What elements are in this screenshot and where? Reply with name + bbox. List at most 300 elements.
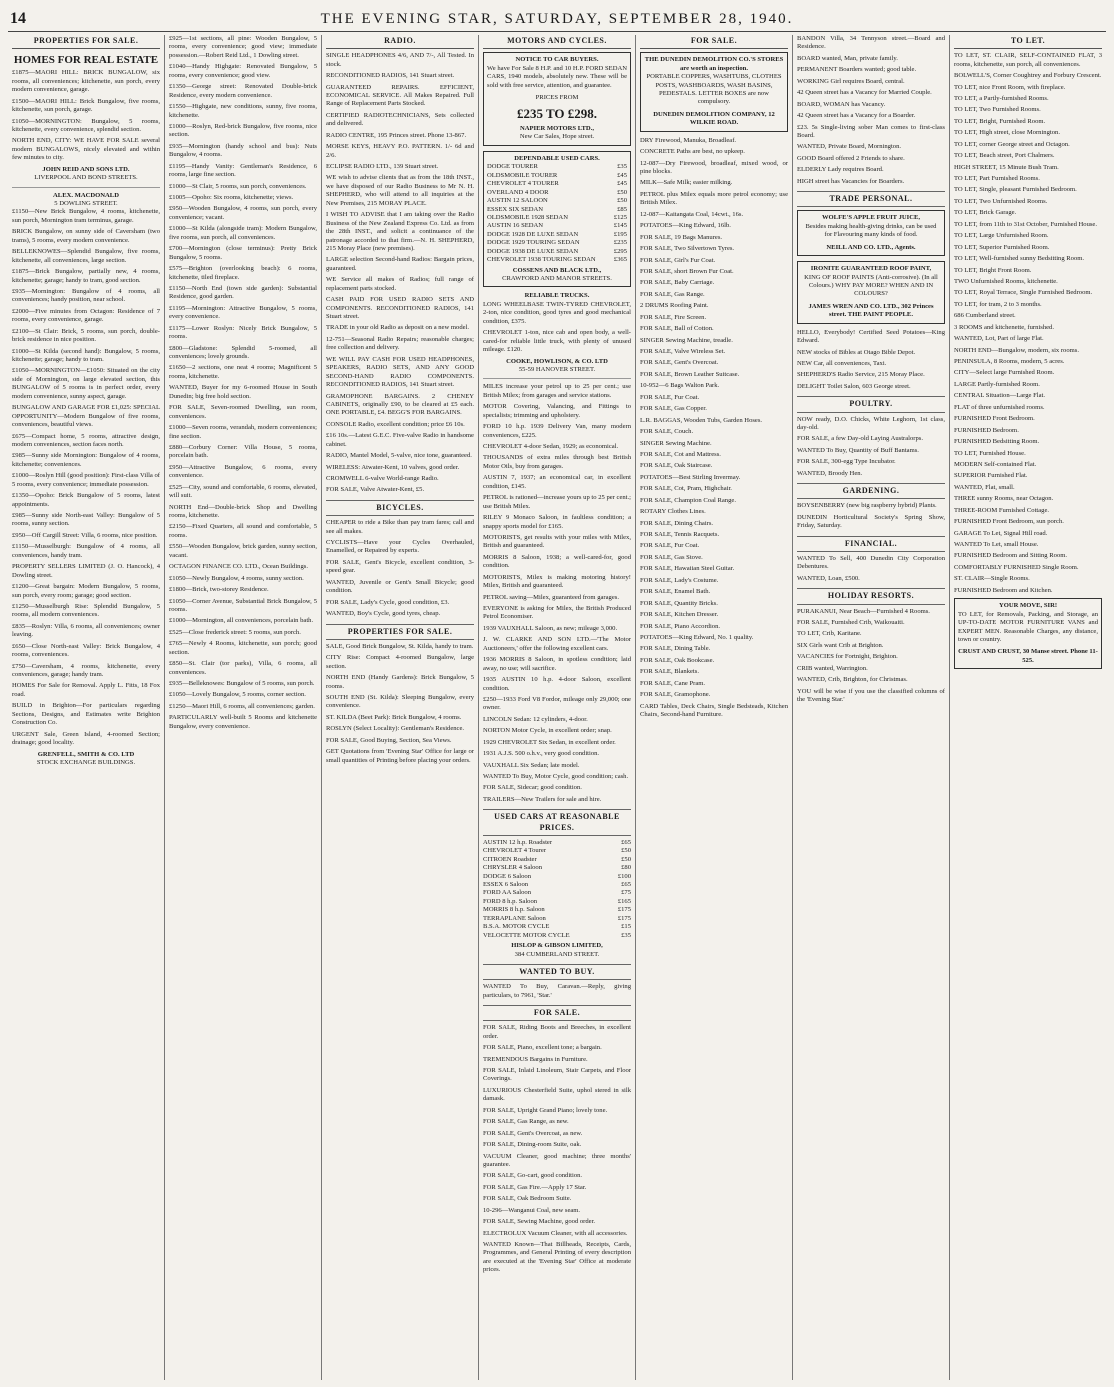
item-name: AUSTIN 12 h.p. Roadster [483,838,553,846]
classified-ad: £1050—MORNINGTON: Bungalow, 5 rooms, kitchenette, every convenience, splendid section. [12,117,160,133]
classified-ad: POTATOES—Best Stirling Invermay. [640,473,741,481]
classified-ad: £800—Gladstone: Splendid 5-roomed, all conveniences; lovely grounds. [169,344,317,360]
classified-ad: TO LET, High street, close Mornington. [954,129,1060,137]
classified-ad: FOR SALE, Brown Leather Suitcase. [640,370,740,378]
dealer-address: 55-59 HANOVER STREET. [518,365,596,373]
classified-ad: FOR SALE, Dining Chairs. [640,519,714,527]
column-7 [950,35,1106,1380]
classified-ad: FOR SALE, Lady's Cycle, good condition, £3. [326,598,450,606]
ads-list [483,301,631,355]
classified-ad: FORD 10 h.p. 1939 Delivery Van, many modern conveniences, £225. [483,423,631,439]
used-cars-heading: DEPENDABLE USED CARS. [514,154,600,162]
classified-ad: FOR SALE, Furnished Crib, Waikouaiti. [797,618,905,626]
dealer-name: COOKE, HOWLISON, & CO. LTD [506,357,608,365]
section-heading-properties: PROPERTIES FOR SALE. [12,35,160,49]
classified-ad: LONG WHEELBASE TWIN-TYRED CHEVROLET, 2-ton, nice condition, good tyres and good mechanical condition, £375. [483,300,631,325]
newspaper-title: THE EVENING STAR, SATURDAY, SEPTEMBER 28, 1940. [320,11,794,27]
item-name: VELOCETTE MOTOR CYCLE [483,931,570,939]
column-4 [479,35,636,1380]
classified-ad: FOR SALE, Quantity Bricks. [640,599,718,607]
classified-ad: £550—Wooden Bungalow, brick garden, sunny section, vacant. [169,543,317,559]
dealer-name: COSSENS AND BLACK LTD., [512,266,602,274]
for-sale-heading: FOR SALE. [483,1005,631,1021]
item-price: £165 [617,897,631,905]
classified-ad: FOR SALE, Couch. [640,428,694,436]
classified-ad: HELLO, Everybody! Certified Seed Potatoes—King Edward. [797,328,945,345]
item-price: £175 [617,914,631,922]
item-name: FORD 8 h.p. Saloon [483,897,538,905]
ads-list [797,555,945,583]
classified-ad: £925—1st sections, all pine: Wooden Bungalow, 5 rooms, every convenience; good view; immediate possession.—Robert Reid Ltd., 1 Dowling street. [169,35,317,59]
classified-ad: ST. KILDA (Beet Park): Brick Bungalow, 4 rooms. [326,713,462,721]
classified-ad: GRAMOPHONE BARGAINS. 2 CHENEY CABINETS, originally £90, to be cleared at £5 each. ONE PORTABLE, £4. BEGG'S FOR BARGAINS. [326,392,474,417]
classified-ad: THREE sunny Rooms, near Octagon. [954,495,1054,503]
ads-list [797,35,945,186]
item-price: £195 [613,230,627,238]
price-row [487,248,627,256]
classified-ad: £950—Attractive Bungalow, 6 rooms, every convenience. [169,463,317,480]
classified-ad: CYCLISTS—Have your Cycles Overhauled, Enamelled, or Repaired by experts. [326,539,474,555]
ads-list [797,416,945,479]
classified-ad: FOR SALE, Inlaid Linoleum, Stair Carpets, and Floor Coverings. [483,1067,631,1083]
classified-ad: £2100—St Clair: Brick, 5 rooms, sun porch, double-brick residence in nice position. [12,327,160,344]
classified-ad: WE Service all makes of Radios; full range of replacement parts stocked. [326,276,474,292]
item-price: £365 [613,256,627,264]
classified-ad: BOLWELL'S, Corner Coughtrey and Forbury Crescent. [954,72,1102,80]
item-price: £125 [613,213,627,221]
classified-ad: VACUUM Cleaner, good machine; three months' guarantee. [483,1152,631,1168]
classified-ad: FOR SALE, a few Day-old Laying Australorps. [797,435,923,443]
classified-ad: FOR SALE, Girl's Fur Coat. [640,256,716,264]
classified-ad: CONSOLE Radio, excellent condition; price £6 10s. [326,420,465,428]
classified-ad: BRICK Bungalow, on sunny side of Caversham (two trams), 5 rooms, every modern convenience. [12,228,160,244]
agent-address: 5 DOWLING STREET. [54,200,118,207]
removals-ad [954,598,1102,669]
classified-ad: 1939 VAUXHALL Saloon, as new; mileage 3,000. [483,624,618,632]
price-row [487,231,627,239]
classified-ad: WANTED To Buy, Quantity of Buff Bantams. [797,446,919,454]
classified-ad: WANTED, Lot, Part of large Flat. [954,335,1044,343]
classified-ad: £1350—Opoho: Brick Bungalow of 5 rooms, latest appointments. [12,492,160,508]
classified-ad: GUARANTEED REPAIRS. EFFICIENT, ECONOMICAL SERVICE. All Makes Repaired. Full Range of Replacement Parts Stocked. [326,83,474,108]
classified-ad: NOW ready, D.O. Chicks, White Leghorn, 1st class, day-old. [797,415,945,432]
dealer-name: HISLOP & GIBSON LIMITED, [511,942,603,950]
used-cars-box [483,151,631,288]
classified-ad: 10-296—Wanganui Coal, new seam. [483,1206,581,1214]
classified-ad: TO LET, Two Furnished Rooms. [954,106,1041,114]
price-range: £235 TO £298. [516,106,598,122]
classified-ad: WORKING Girl requires Board, central. [797,77,905,85]
classified-ad: £1250—Musselburgh Rise: Splendid Bungalow, 5 rooms, all modern conveniences. [12,602,160,619]
column-1 [8,35,165,1380]
classified-ad: £1050—Lovely Bungalow, 5 rooms, corner section. [169,691,306,699]
classified-ad: POTATOES—King Edward, No. 1 quality. [640,633,754,641]
classified-ad: FOR SALE, Upright Grand Piano; lovely tone. [483,1106,608,1114]
classified-ad: £700—Mornington (close terminus): Pretty Brick Bungalow, 5 rooms. [169,245,317,261]
classified-ad: FOR SALE, 19 Bags Manures. [640,233,723,241]
classified-ad: MILK—Safe Milk; easier milking. [640,179,733,187]
classified-ad: WANTED To Let, small House. [954,541,1039,549]
classified-ad: £1250—Maori Hill, 6 rooms, all conveniences; garden. [169,702,315,710]
price-row [487,214,627,222]
classified-ad: £1000—Seven rooms, verandah, modern conveniences; fine section. [169,424,317,440]
classified-ad: £650—Close North-east Valley: Brick Bungalow, 4 rooms, conveniences. [12,642,160,659]
classified-ad: £985—Sunny side Mornington: Bungalow of 4 rooms, kitchenette; conveniences. [12,452,160,468]
item-name: DODGE 6 Saloon [483,872,531,880]
classified-ad: 42 Queen street has a Vacancy for a Boarder. [797,112,916,120]
classified-ad: FOR SALE, Two Silvertown Tyres. [640,245,735,253]
classified-ad: CROMWELL 6-valve World-range Radio. [326,475,439,483]
classified-ad: FURNISHED Front Bedroom. [954,415,1035,423]
classified-ad: TO LET, for tram, 2 to 3 months. [954,300,1042,308]
classified-ad: PURAKANUI, Near Beach—Furnished 4 Rooms. [797,607,930,615]
section-heading-bicycles: BICYCLES. [326,500,474,516]
classified-ad: FOR SALE, Gent's Bicycle, excellent condition, 3-speed gear. [326,558,474,575]
classified-ad: SIX Girls want Crib at Brighton. [797,641,884,649]
item-name: CHEVROLET 4 Tourer [483,847,547,855]
classified-ad: FOR SALE, Tennis Racquets. [640,531,720,539]
classified-ad: £935—Mornington: Bungalow of 4 rooms, all conveniences; handy position, near school. [12,287,160,304]
classified-ad: CASH PAID FOR USED RADIO SETS AND COMPONENTS. RECONDITIONED RADIOS, 141 Stuart street. [326,296,474,321]
classified-ad: TO LET, ST. CLAIR, SELF-CONTAINED FLAT, 3 rooms, kitchenette, sun porch, all conveniences. [954,52,1102,68]
classified-ad: £935—Belleknowes: Bungalow of 5 rooms, sun porch. [169,680,315,687]
classified-ad: LARGE Partly-furnished Room. [954,380,1040,388]
classified-ad: PENINSULA, 8 Rooms, modern, 5 acres. [954,358,1065,366]
price-row [483,915,631,923]
classified-ad: £880—Corbury Corner: Villa House, 5 rooms, porcelain bath. [169,443,317,460]
classified-ad: PETROL saving—Milex, guaranteed from garages. [483,593,619,601]
classified-ad: FOR SALE, Hawaiian Steel Guitar. [640,565,735,573]
classified-ad: SINGLE HEADPHONES 4/6, AND 7/-, All Tested. In stock. [326,52,474,68]
classified-ad: RADIO, Mantel Model, 5-valve, nice tone, guaranteed. [326,452,472,460]
classified-ad: TO LET, Beach street, Port Chalmers. [954,152,1055,160]
classified-ad: WANTED, Juvenile or Gent's Small Bicycle; good condition. [326,578,474,595]
classified-ad: NORTON Motor Cycle, in excellent order; snap. [483,727,612,735]
classified-ad: WANTED, Flat, small. [954,483,1015,491]
item-name: OVERLAND 4 DOOR [487,188,549,196]
demolition-footer: DUNEDIN DEMOLITION COMPANY, 12 WILKIE ROAD. [653,110,775,127]
price-row [483,881,631,889]
classified-ad: FURNISHED Bedroom and Kitchen. [954,586,1053,594]
item-price: £145 [613,222,627,230]
classified-ad: TRADE in your old Radio as deposit on a new model. [326,324,470,332]
classified-ad: £2000—Five minutes from Octagon: Residence of 7 rooms, every convenience, garage. [12,307,160,324]
classified-ad: HOMES For Sale for Removal. Apply L. Fitts, 18 Fox road. [12,682,160,698]
price-list [483,839,631,940]
section-heading-properties: PROPERTIES FOR SALE. [326,624,474,640]
classified-ad: MODERN Self-contained Flat. [954,460,1037,468]
classified-ad: VACANCIES for Fortnight, Brighton. [797,653,898,661]
ads-list [954,52,1102,595]
agent-name: JOHN REID AND SONS LTD. [42,165,130,173]
classified-ad: £1195—Handy Vanity: Gentleman's Residence, 6 rooms, large fine section. [169,162,317,179]
price-row [487,197,627,205]
classified-ad: NORTH END (Handy Gardens): Brick Bungalow, 5 rooms. [326,674,474,690]
classified-ad: DUNEDIN Horticultural Society's Spring Show, Friday, Saturday. [797,513,945,530]
classified-ad: LINCOLN Sedan: 12 cylinders, 4-door. [483,715,588,723]
classified-ad: FOR SALE, Piano Accordion. [640,622,721,630]
classified-ad: FOR SALE, Riding Boots and Breeches, in excellent order. [483,1024,631,1040]
section-heading-motors: MOTORS AND CYCLES. [483,35,631,49]
classified-ad: PARTICULARLY well-built 5 Rooms and kitchenette Bungalow, every convenience. [169,714,317,730]
price-list [487,163,627,264]
item-price: £15 [621,923,631,931]
item-price: £65 [621,881,631,889]
classified-ad: TO LET, Part Furnished Rooms. [954,175,1040,183]
classified-ad: SOUTH END (St. Kilda): Sleeping Bungalow, every convenience. [326,693,474,710]
classified-ad: FOR SALE, Piano, excellent tone; a bargain. [483,1044,602,1052]
classified-ad: CARD Tables, Deck Chairs, Single Bedsteads, Kitchen Chairs, Second-hand Furniture. [640,702,788,719]
classified-ad: FOR SALE, Gas Fire.—Apply 17 Star. [483,1183,587,1191]
classified-ad: WANTED To Buy, Caravan.—Reply, giving particulars, to 7961, 'Star.' [483,983,631,999]
classified-ad: FOR SALE, Gent's Overcoat, as new. [483,1129,583,1137]
classified-ad: FURNISHED Bedroom and Sitting Room. [954,552,1068,560]
classified-ad: PERMANENT Boarders wanted; good table. [797,66,917,74]
classified-ad: TO LET, Bright Front Room. [954,266,1032,274]
classified-ad: HIGH STREET, 15 Minute Bush Tram. [954,163,1059,171]
price-row [487,256,627,264]
classified-ad: NEW Car, all conveniences, Taxi. [797,360,887,368]
classified-ad: £1000—Roslyn, Red-brick Bungalow, five rooms, nice section. [169,122,317,139]
classified-ad: BOYSENBERRY (new big raspberry hybrid) Plants. [797,502,937,510]
classified-ad: £2150—Fixed Quarters, all sound and comfortable, 5 rooms. [169,523,317,539]
banner: HOMES FOR REAL ESTATE [13,54,159,67]
classified-ad: MORSE KEYS, HEAVY P.O. PATTERN. 1/- 6d and 2/6. [326,143,474,159]
price-row [483,906,631,914]
item-price: £35 [621,931,631,939]
price-row [487,163,627,171]
car-notice-box [483,52,631,146]
classified-ad: MORRIS 8 Saloon, 1938; a well-cared-for, good condition. [483,553,631,570]
classified-ad: FOR SALE, Fur Coat. [640,542,700,550]
classified-ad: PETROL plus Milex equals more petrol economy; use British Milex. [640,190,788,207]
classified-ad: 3 ROOMS and kitchenette, furnished. [954,323,1054,331]
classified-ad: PROPERTY SELLERS LIMITED (J. O. Hancock), 4 Dowling street. [12,563,160,579]
classified-ad: THREE-ROOM Furnished Cottage. [954,506,1050,514]
classified-ad: TO LET, Large Unfurnished Room. [954,232,1049,240]
item-price: £85 [617,205,627,213]
classified-ad: £575—Brighton (overlooking beach): 6 rooms, kitchenette, tiled fireplace. [169,265,317,281]
notice-body: We have For Sale 8 H.P. and 10 H.P. FORD SEDAN CARS, 1940 models, absolutely new. These will be sold with free service, attention, and guarantee. [487,64,627,89]
item-name: MORRIS 8 h.p. Saloon [483,906,545,914]
classified-ad: WANTED, Private Board, Mornington. [797,143,902,151]
classified-ad: FURNISHED Front Bedroom, sun porch. [954,518,1064,526]
price-row [483,889,631,897]
wolfe-agent: NEILL AND CO. LTD., Agents. [826,243,916,251]
prices-label: PRICES FROM [535,93,579,101]
classified-ad: SUPERIOR Furnished Flat. [954,472,1028,480]
classified-ad: TO LET, Crib, Karitane. [797,630,862,638]
classified-ad: FOR SALE, Valve Atwater-Kent, £5. [326,486,425,494]
classified-ad: FOR SALE, Go-cart, good condition. [483,1172,583,1180]
item-name: B.S.A. MOTOR CYCLE [483,923,550,931]
classified-ad: BANDON Villa, 34 Tennyson street.—Board and Residence. [797,35,945,51]
classified-ad: FOR SALE, Gas Range. [640,290,705,298]
classified-ad: £1000—Roslyn Hill (good position): First-class Villa of 5 rooms, every convenience; immediate possession. [12,472,160,488]
wolfe-ad [797,210,945,256]
classified-ad: £1040—Handy Highgate: Renovated Bungalow, 5 rooms, every convenience; good view. [169,63,317,79]
classified-ad: TO LET, Well-furnished sunny Bedsitting Room. [954,255,1085,263]
classified-ad: FOR SALE, Fire Screen. [640,313,707,321]
agent-name: ALEX. MACDONALD [53,191,119,199]
wolfe-title: WOLFE'S APPLE FRUIT JUICE, [821,214,921,222]
classified-ad: TO LET, Two Unfurnished Rooms. [954,197,1048,205]
price-row [487,172,627,180]
classified-ad: £985—Sunny side North-east Valley: Bungalow of 5 rooms, sunny section. [12,512,160,528]
price-row [483,839,631,847]
classified-ad: £1000—St Kilda (second hand): Bungalow, 5 rooms, kitchenette; garage; handy to tram. [12,347,160,363]
classified-ad: £1175—Lower Roslyn: Nicely Brick Bungalow, 5 rooms. [169,324,317,341]
classified-ad: 12-087—Dry Firewood, broadleaf, mixed wood, or pine blocks. [640,159,788,176]
classified-ad: CENTRAL Situation—Large Flat. [954,392,1046,400]
item-name: TERRAPLANE Saloon [483,914,546,922]
classified-ad: FOR SALE, Cot, Pram, Highchair. [640,485,732,493]
classified-ad: FOR SALE, Oak Bookcase. [640,656,715,664]
classified-ad: WANTED, Broody Hen. [797,469,863,477]
classified-ad: £1150—Musselburgh: Bungalow of 4 rooms, all conveniences, handy tram. [12,543,160,559]
price-row [487,239,627,247]
item-name: FORD AA Saloon [483,889,531,897]
ironite-ad [797,261,945,324]
classified-ad: WIRELESS: Atwater-Kent, 10 valves, good order. [326,463,460,471]
classified-ad: SINGER Sewing Machine, treadle. [640,336,733,344]
classified-ad: SHEPHERD'S Radio Service, 215 Moray Place. [797,371,925,379]
classified-ad: TO LET, a Partly-furnished Rooms. [954,94,1049,102]
classified-ad: ROSLYN (Select Locality): Gentleman's Residence. [326,725,465,733]
classified-ad: TWO Unfurnished Rooms, kitchenette. [954,277,1058,285]
classified-ad: DRY Firewood, Manuka, Broadleaf. [640,136,737,144]
ads-list [326,52,474,495]
classified-ad: 1931 A.J.S. 500 o.h.v., very good condition. [483,750,600,758]
classified-ad: CERTIFIED RADIOTECHNICIANS, Sets collected and delivered. [326,111,474,128]
classified-ad: ECLIPSE RADIO LTD., 139 Stuart street. [326,163,439,171]
classified-ad: CITY Rise: Compact 4-roomed Bungalow, large section. [326,654,474,670]
classified-ad: BUNGALOW AND GARAGE FOR £1,025: SPECIAL OPPORTUNITY—Modern Bungalow of five rooms, conveniences, beautiful views. [12,404,160,429]
item-name: CHEVROLET 4 TOURER [487,180,559,188]
classified-ad: FOR SALE, Valve Wireless Set. [640,348,726,356]
classified-ad: NORTH End—Double-brick Shop and Dwelling rooms, kitchenette. [169,503,317,519]
item-price: £235 [613,239,627,247]
item-price: £80 [621,864,631,872]
classified-ad: CHEVROLET 4-door Sedan, 1929; as economical. [483,443,619,451]
classified-ad: TO LET, Single, pleasant Furnished Bedroom. [954,186,1077,194]
classified-ad: FOR SALE, Gas Stove. [640,553,703,561]
classified-ad: £1005—Opoho: Six rooms, kitchenette; views. [169,194,294,201]
classified-ad: FOR SALE, Oak Bedroom Suite. [483,1195,572,1203]
classified-ad: £1050—Corner Avenue, Substantial Brick Bungalow, 5 rooms. [169,597,317,613]
classified-ad: £675—Compact home, 5 rooms, attractive design, modern conveniences, section faces north. [12,432,160,448]
column-3 [322,35,479,1380]
classified-ad: FOR SALE, Kitchen Dresser. [640,611,719,619]
item-price: £50 [617,197,627,205]
ads-list [483,383,631,1274]
classified-ad: TREMENDOUS Bargains in Furniture. [483,1055,588,1063]
agent-address: STOCK EXCHANGE BUILDINGS. [36,758,136,766]
ads-list-1 [12,69,160,162]
classified-ad: HIGH street has Vacancies for Boarders. [797,177,905,185]
classified-ad: £950—Off Cargill Street: Villa, 6 rooms, nice position. [12,531,158,539]
classified-ad: £750—Caversham, 4 rooms, kitchenette, every conveniences, garage; handy tram. [12,662,160,678]
price-row [483,932,631,940]
section-heading-financial: FINANCIAL. [797,536,945,552]
item-price: £50 [621,855,631,863]
classified-ad: WE wish to advise clients that as from the 18th INST., we have disposed of our Radio Business to Mr N. H. SHEPHERD, who will attend to all inquiries at the New Premises, 215 MORAY PLACE. [326,174,474,207]
ads-list-2 [12,208,160,747]
classified-ad: 686 Cumberland street. [954,312,1016,320]
classified-ad: ROTARY Clothes Lines. [640,508,706,516]
ads-list [169,35,317,731]
item-name: OLDSMOBILE TOURER [487,171,558,179]
section-heading-for-sale: FOR SALE. [640,35,788,49]
price-row [487,206,627,214]
wanted-heading: WANTED TO BUY. [483,964,631,980]
classified-ad: 42 Queen street has a Vacancy for Married Couple. [797,89,932,97]
classified-ad: £1000—St Clair, 5 rooms, sun porch, conveniences. [169,182,307,190]
price-row [483,873,631,881]
classified-ad: RADIO CENTRE, 195 Princes street. Phone 13-867. [326,131,467,139]
classified-ad: TO LET, corner George street and Octagon. [954,140,1070,148]
ads-list [326,643,474,765]
classified-ad: £1350—George street: Renovated Double-brick Residence, every modern convenience. [169,83,317,99]
item-price: £45 [617,180,627,188]
classified-ad: MOTORISTS, get results with your miles with Milex, British and guaranteed. [483,533,631,550]
section-heading-holiday: HOLIDAY RESORTS. [797,588,945,604]
classified-ad: FOR SALE, Ball of Cotton. [640,325,714,333]
classified-ad: RILEY 9 Monaco Saloon, in faultless condition; a snappy sports model for £165. [483,514,631,530]
classified-ad: WANTED To Sell, 400 Dunedin City Corporation Debentures. [797,555,945,571]
price-row [483,864,631,872]
classified-ad: TO LET, Superior Furnished Room. [954,243,1050,251]
masthead [8,10,1106,32]
classified-ad: GOOD Board offered 2 Friends to share. [797,154,905,162]
classified-ad: CITY—Select large Furnished Room. [954,369,1055,377]
price-row [483,923,631,931]
classified-ad: RECONDITIONED RADIOS, 141 Stuart street. [326,72,455,80]
item-price: £50 [621,847,631,855]
classified-ad: FOR SALE, Dining-room Suite, oak. [483,1141,582,1149]
classified-ad: FOR SALE, Fur Coat. [640,393,700,401]
classified-ad: FOR SALE, Dining Table. [640,645,711,653]
classified-ad: £950—Wooden Bungalow, 4 rooms, sun porch, every convenience; vacant. [169,205,317,221]
classified-ad: FOR SALE, Cot and Mattress. [640,450,721,458]
classified-ad: £1000—St Kilda (alongside tram): Modern Bungalow, five rooms, sun porch, all conveniences. [169,225,317,241]
notice-title: NOTICE TO CAR BUYERS. [515,56,599,64]
classified-ad: GET Quotations from 'Evening Star' Office for large or small quantities of Printing before placing your orders. [326,748,474,764]
classified-ad: ELDERLY Lady requires Board. [797,166,884,174]
classified-ad: J. W. CLARKE AND SON LTD.—'The Motor Auctioneers,' offer the following excellent cars. [483,636,631,652]
section-heading-to-let: TO LET. [954,35,1102,49]
classified-ad: 12-087—Kaitangata Coal, 14cwt., 16s. [640,210,744,218]
classified-ad: FOR SALE, Good Buying, Section, Sea Views. [326,736,452,744]
item-price: £65 [621,838,631,846]
classified-ad: LARGE selection Second-hand Radios: Bargain prices, guaranteed. [326,256,474,272]
item-price: £50 [617,188,627,196]
classified-ad: GARAGE To Let, Signal Hill road. [954,529,1048,537]
classified-ad: TO LET, from 11th to 31st October, Furnished House. [954,220,1098,228]
classified-ad: VAUXHALL Six Sedan; late model. [483,761,580,769]
agent-address: LIVERPOOL AND BOND STREETS. [34,174,138,182]
price-row [483,856,631,864]
item-price: £35 [617,163,627,171]
ads-list [797,502,945,530]
classified-ad: ST. CLAIR—Single Rooms. [954,575,1030,583]
classified-ad: YOU will be wise if you use the classified columns of the 'Evening Star.' [797,687,945,704]
ironite-body: KING OF ROOF PAINTS (Anti-corrosive). (In all Colours.) WHY PAY MORE? WHEN AND IN COLOURS? [804,273,938,298]
section-heading-gardening: GARDENING. [797,483,945,499]
column-6 [793,35,950,1380]
item-name: ESSEX 6 Saloon [483,881,529,889]
section-heading-trade: TRADE PERSONAL. [797,191,945,207]
